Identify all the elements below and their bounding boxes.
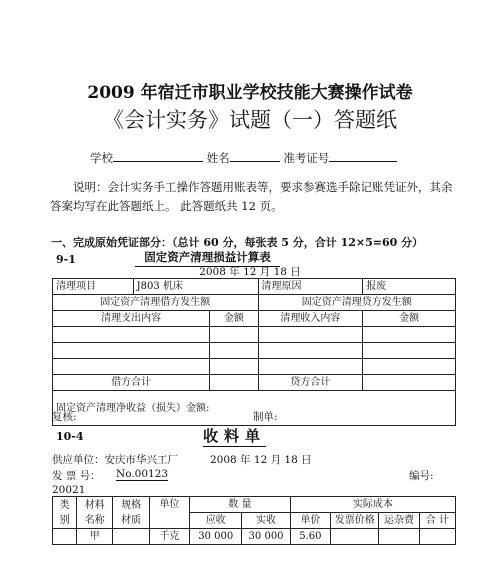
total-header: 合 计: [419, 513, 455, 529]
table-row: [53, 359, 456, 375]
item-label: 清理项目: [53, 279, 134, 295]
actual-cost-header: 实际成本: [290, 497, 455, 513]
table-cell[interactable]: [258, 359, 363, 375]
section-heading: 一、完成原始凭证部分：（总计 60 分，每张表 5 分，合计 12×5=60 分）: [51, 236, 424, 249]
instructions: 说明：会计实务手工操作答题用账表等，要求参赛选手除记账凭证外，其余答案均写在此答题纸上。 此答题纸共 12 页。: [50, 180, 453, 213]
freight-cell[interactable]: [379, 529, 419, 545]
name-label: 姓名: [206, 151, 230, 165]
debit-header: 固定资产清理借方发生额: [53, 295, 259, 311]
supplier: 供应单位：安庆市华兴工厂: [52, 454, 178, 466]
unit-price-cell[interactable]: 5.60: [290, 529, 330, 545]
exam-no-label: 准考证号: [283, 151, 330, 165]
credit-total-label: 贷方合计: [258, 375, 363, 391]
table-row: [53, 529, 456, 545]
invoice-price-header: 发票价格: [331, 513, 379, 529]
qty-received-header: 实收: [242, 513, 290, 529]
qty-received-cell[interactable]: 30 000: [242, 529, 290, 545]
form-number-2: 10-4: [56, 430, 84, 443]
unit-header: 单位: [149, 497, 189, 529]
maker-label: 制单:: [253, 411, 278, 423]
material-name-cell[interactable]: 甲: [77, 529, 113, 545]
disposal-calculation-table: [52, 278, 456, 426]
table-cell[interactable]: [53, 327, 210, 343]
exam-no-field[interactable]: [329, 149, 397, 162]
table-cell[interactable]: [53, 359, 210, 375]
credit-header: 固定资产清理贷方发生额: [258, 295, 455, 311]
reviewer-label: 复核:: [52, 411, 77, 423]
table-cell[interactable]: [53, 343, 210, 359]
table-cell[interactable]: [258, 343, 363, 359]
spec-cell[interactable]: [113, 529, 149, 545]
exam-title: 2009 年宿迁市职业学校技能大赛操作试卷: [87, 83, 413, 103]
item-value[interactable]: J803 机床: [133, 279, 258, 295]
table-row: [53, 327, 456, 343]
table-cell[interactable]: [363, 327, 456, 343]
reason-label: 清理原因: [258, 279, 363, 295]
expense-column-header: 清理支出内容: [53, 311, 210, 327]
material-name-header: 材料名称: [77, 497, 113, 529]
credit-total-value[interactable]: [363, 375, 456, 391]
candidate-info-line: [90, 149, 397, 166]
invoice-number: No.00123: [116, 468, 169, 480]
receipt-date: 2008 年 12 月 18 日: [210, 454, 312, 466]
school-label: 学校: [90, 151, 113, 165]
answer-sheet-title: 《会计实务》试题（一）答题纸: [103, 108, 397, 132]
unit-price-header: 单价: [290, 513, 330, 529]
table-cell[interactable]: [363, 343, 456, 359]
receipt-title: 收料单: [203, 427, 267, 445]
debit-total-label: 借方合计: [53, 375, 210, 391]
table-cell[interactable]: [210, 343, 258, 359]
table-row: [53, 343, 456, 359]
spec-header: 规格材质: [113, 497, 149, 529]
invoice-label: 发 票 号：: [52, 470, 101, 482]
total-cell[interactable]: [419, 529, 455, 545]
freight-header: 运杂费: [379, 513, 419, 529]
form-title: 固定资产清理损益计算表: [135, 249, 280, 267]
unit-cell[interactable]: 千克: [149, 529, 189, 545]
code-label: 编号:: [409, 470, 434, 482]
reason-value[interactable]: 报废: [363, 279, 456, 295]
table-cell[interactable]: [363, 359, 456, 375]
name-field[interactable]: [230, 149, 280, 162]
income-column-header: 清理收入内容: [258, 311, 363, 327]
category-header: 类别: [53, 497, 77, 529]
amount-column-header: 金额: [210, 311, 258, 327]
form-date: 2008 年 12 月 18 日: [199, 266, 301, 278]
qty-due-cell[interactable]: 30 000: [190, 529, 242, 545]
school-field[interactable]: [113, 149, 203, 162]
category-cell[interactable]: [53, 529, 77, 545]
table-cell[interactable]: [210, 327, 258, 343]
qty-due-header: 应收: [190, 513, 242, 529]
debit-total-value[interactable]: [210, 375, 258, 391]
amount-column-header-2: 金额: [363, 311, 456, 327]
table-cell[interactable]: [258, 327, 363, 343]
table-cell[interactable]: [210, 359, 258, 375]
code-value: 20021: [52, 484, 86, 496]
invoice-price-cell[interactable]: [331, 529, 379, 545]
quantity-header: 数 量: [190, 497, 291, 513]
material-receipt-table: [52, 496, 456, 545]
form-number: 9-1: [56, 253, 76, 266]
net-gain-label: 固定资产清理净收益（损失）金额:: [56, 402, 210, 414]
